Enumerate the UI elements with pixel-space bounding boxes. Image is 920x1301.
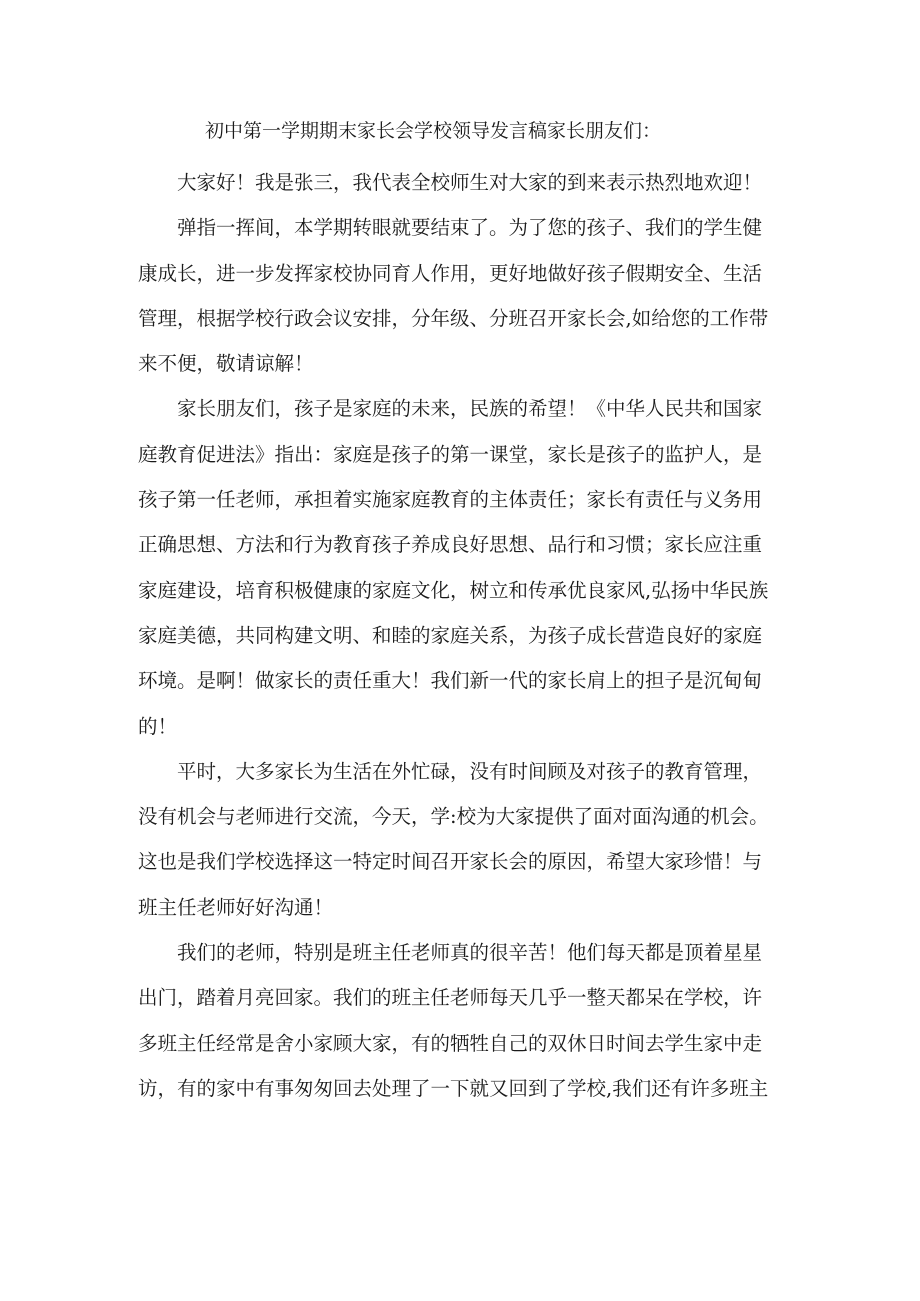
text-line: 家庭建设，培育积极健康的家庭文化，树立和传承优良家风,弘扬中华民族 [138, 578, 769, 602]
text-line: 家庭美德，共同构建文明、和睦的家庭关系，为孩子成长营造良好的家庭 [138, 623, 763, 647]
text-line: 环境。是啊！做家长的责任重大！我们新一代的家长肩上的担子是沉甸甸 [138, 669, 763, 693]
text-line: 大家好！我是张三，我代表全校师生对大家的到来表示热烈地欢迎！ [177, 171, 763, 194]
text-line: 这也是我们学校选择这一特定时间召开家长会的原因，希望大家珍惜！与 [138, 850, 763, 874]
text-line: 平时，大多家长为生活在外忙碌，没有时间顾及对孩子的教育管理， [177, 759, 763, 783]
document-body [138, 160, 798, 1111]
text-line: 来不便，敬请谅解！ [138, 352, 314, 376]
text-line: 管理，根据学校行政会议安排，分年级、分班召开家长会,如给您的工作带 [138, 306, 769, 330]
document-title: 初中第一学期期末家长会学校领导发言稿家长朋友们： [205, 120, 662, 142]
text-line: 孩子第一任老师，承担着实施家庭教育的主体责任；家长有责任与义务用 [138, 488, 763, 512]
text-line: 多班主任经常是舍小家顾大家，有的牺牲自己的双休日时间去学生家中走 [138, 1031, 763, 1055]
text-line: 弹指一挥间，本学期转眼就要结束了。为了您的孩子、我们的学生健 [177, 216, 763, 240]
text-line: 正确思想、方法和行为教育孩子养成良好思想、品行和习惯；家长应注重 [138, 533, 763, 557]
text-line: 访，有的家中有事匆匆回去处理了一下就又回到了学校,我们还有许多班主 [138, 1076, 769, 1100]
text-line: 我们的老师，特别是班主任老师真的很辛苦！他们每天都是顶着星星 [177, 941, 763, 965]
text-line: 的！ [138, 714, 178, 738]
text-line: 庭教育促进法》指出：家庭是孩子的第一课堂，家长是孩子的监护人，是 [138, 442, 763, 466]
text-line: 没有机会与老师进行交流，今天，学:校为大家提供了面对面沟通的机会。 [138, 805, 769, 829]
text-line: 班主任老师好好沟通！ [138, 895, 334, 919]
text-line: 康成长，进一步发挥家校协同育人作用，更好地做好孩子假期安全、生活 [138, 261, 763, 285]
text-line: 家长朋友们，孩子是家庭的未来，民族的希望！《中华人民共和国家 [177, 397, 763, 421]
text-line: 出门，踏着月亮回家。我们的班主任老师每天几乎一整天都呆在学校，许 [138, 986, 763, 1010]
